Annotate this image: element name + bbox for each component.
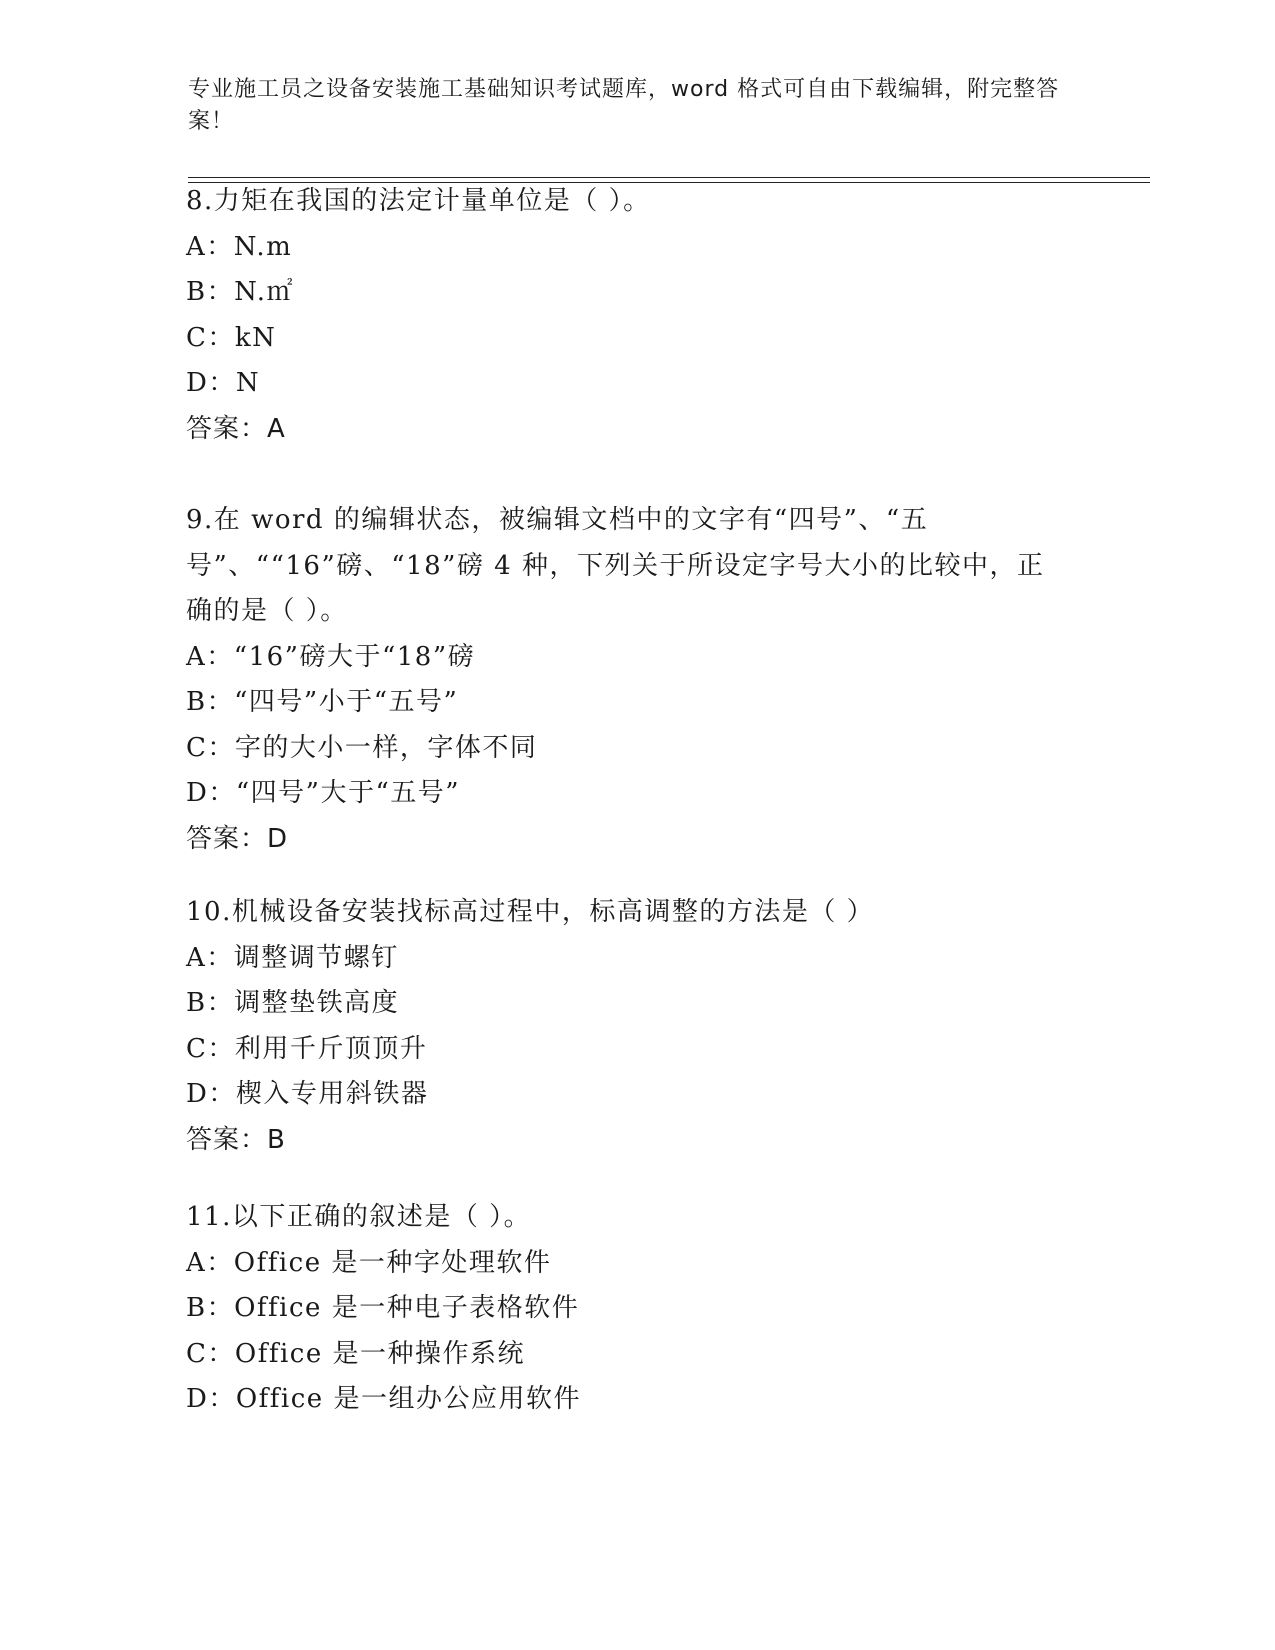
option-text: N [235, 368, 261, 398]
question-11 [186, 1195, 581, 1423]
option-letter: A： [186, 942, 234, 973]
option-text: 字的大小一样，字体不同 [234, 732, 538, 763]
option-text: Office 是一种操作系统 [234, 1338, 525, 1369]
option-letter: B： [186, 1293, 235, 1323]
option-c [186, 1332, 581, 1378]
option-letter: D： [186, 368, 236, 398]
option-letter: B： [186, 687, 235, 717]
option-text: “四号”小于“五号” [234, 687, 459, 717]
option-b [186, 680, 1066, 726]
option-text: Office 是一种电子表格软件 [234, 1293, 580, 1323]
answer-line: 答案：B [186, 1124, 286, 1155]
option-letter: C： [186, 1033, 235, 1064]
option-text: 楔入专用斜铁器 [235, 1079, 429, 1109]
option-letter: A： [186, 1247, 234, 1278]
option-c [186, 726, 1066, 772]
question-10 [186, 890, 874, 1163]
option-c [186, 316, 651, 362]
option-a [186, 936, 874, 982]
question-9 [186, 498, 1066, 862]
answer-line: 答案：D [186, 823, 289, 854]
question-stem: 10.机械设备安装找标高过程中，标高调整的方法是（ ） [186, 897, 875, 927]
question-stem: 9.在 word 的编辑状态，被编辑文档中的文字有“四号”、“五号”、““16”磅、“18”磅 4 种，下列关于所设定字号大小的比较中，正确的是（ ）。 [186, 505, 1045, 626]
option-letter: C： [186, 322, 235, 353]
option-d [186, 1072, 874, 1118]
option-text: N.m [233, 231, 293, 262]
question-stem: 8.力矩在我国的法定计量单位是（ ）。 [186, 186, 651, 216]
option-b [186, 1286, 581, 1332]
option-text: kN [234, 322, 277, 353]
option-a [186, 225, 651, 271]
document-intro: 专业施工员之设备安装施工基础知识考试题库，word 格式可自由下载编辑，附完整答案！ [188, 77, 1060, 134]
option-letter: D： [186, 1384, 236, 1414]
option-text: 调整调节螺钉 [233, 942, 399, 973]
option-letter: D： [186, 778, 236, 808]
question-8 [186, 179, 651, 452]
option-text: N.㎡ [234, 277, 294, 307]
option-text: “四号”大于“五号” [235, 778, 461, 808]
answer-line: 答案：A [186, 413, 286, 444]
option-letter: A： [186, 641, 234, 672]
option-text: Office 是一组办公应用软件 [235, 1384, 581, 1414]
option-letter: B： [186, 988, 235, 1018]
option-letter: A： [186, 231, 234, 262]
option-d [186, 1377, 581, 1423]
option-text: 调整垫铁高度 [234, 988, 400, 1018]
option-letter: C： [186, 1338, 235, 1369]
option-b [186, 981, 874, 1027]
option-text: 利用千斤顶顶升 [234, 1033, 428, 1064]
question-stem: 11.以下正确的叙述是（ ）。 [186, 1202, 532, 1232]
option-d [186, 771, 1066, 817]
option-a [186, 635, 1066, 681]
option-letter: C： [186, 732, 235, 763]
option-letter: D： [186, 1079, 236, 1109]
option-text: Office 是一种字处理软件 [233, 1247, 552, 1278]
option-text: “16”磅大于“18”磅 [233, 641, 476, 672]
option-letter: B： [186, 277, 235, 307]
option-a [186, 1241, 581, 1287]
option-d [186, 361, 651, 407]
option-b [186, 270, 651, 316]
header-divider-top [188, 177, 1150, 178]
option-c [186, 1027, 874, 1073]
